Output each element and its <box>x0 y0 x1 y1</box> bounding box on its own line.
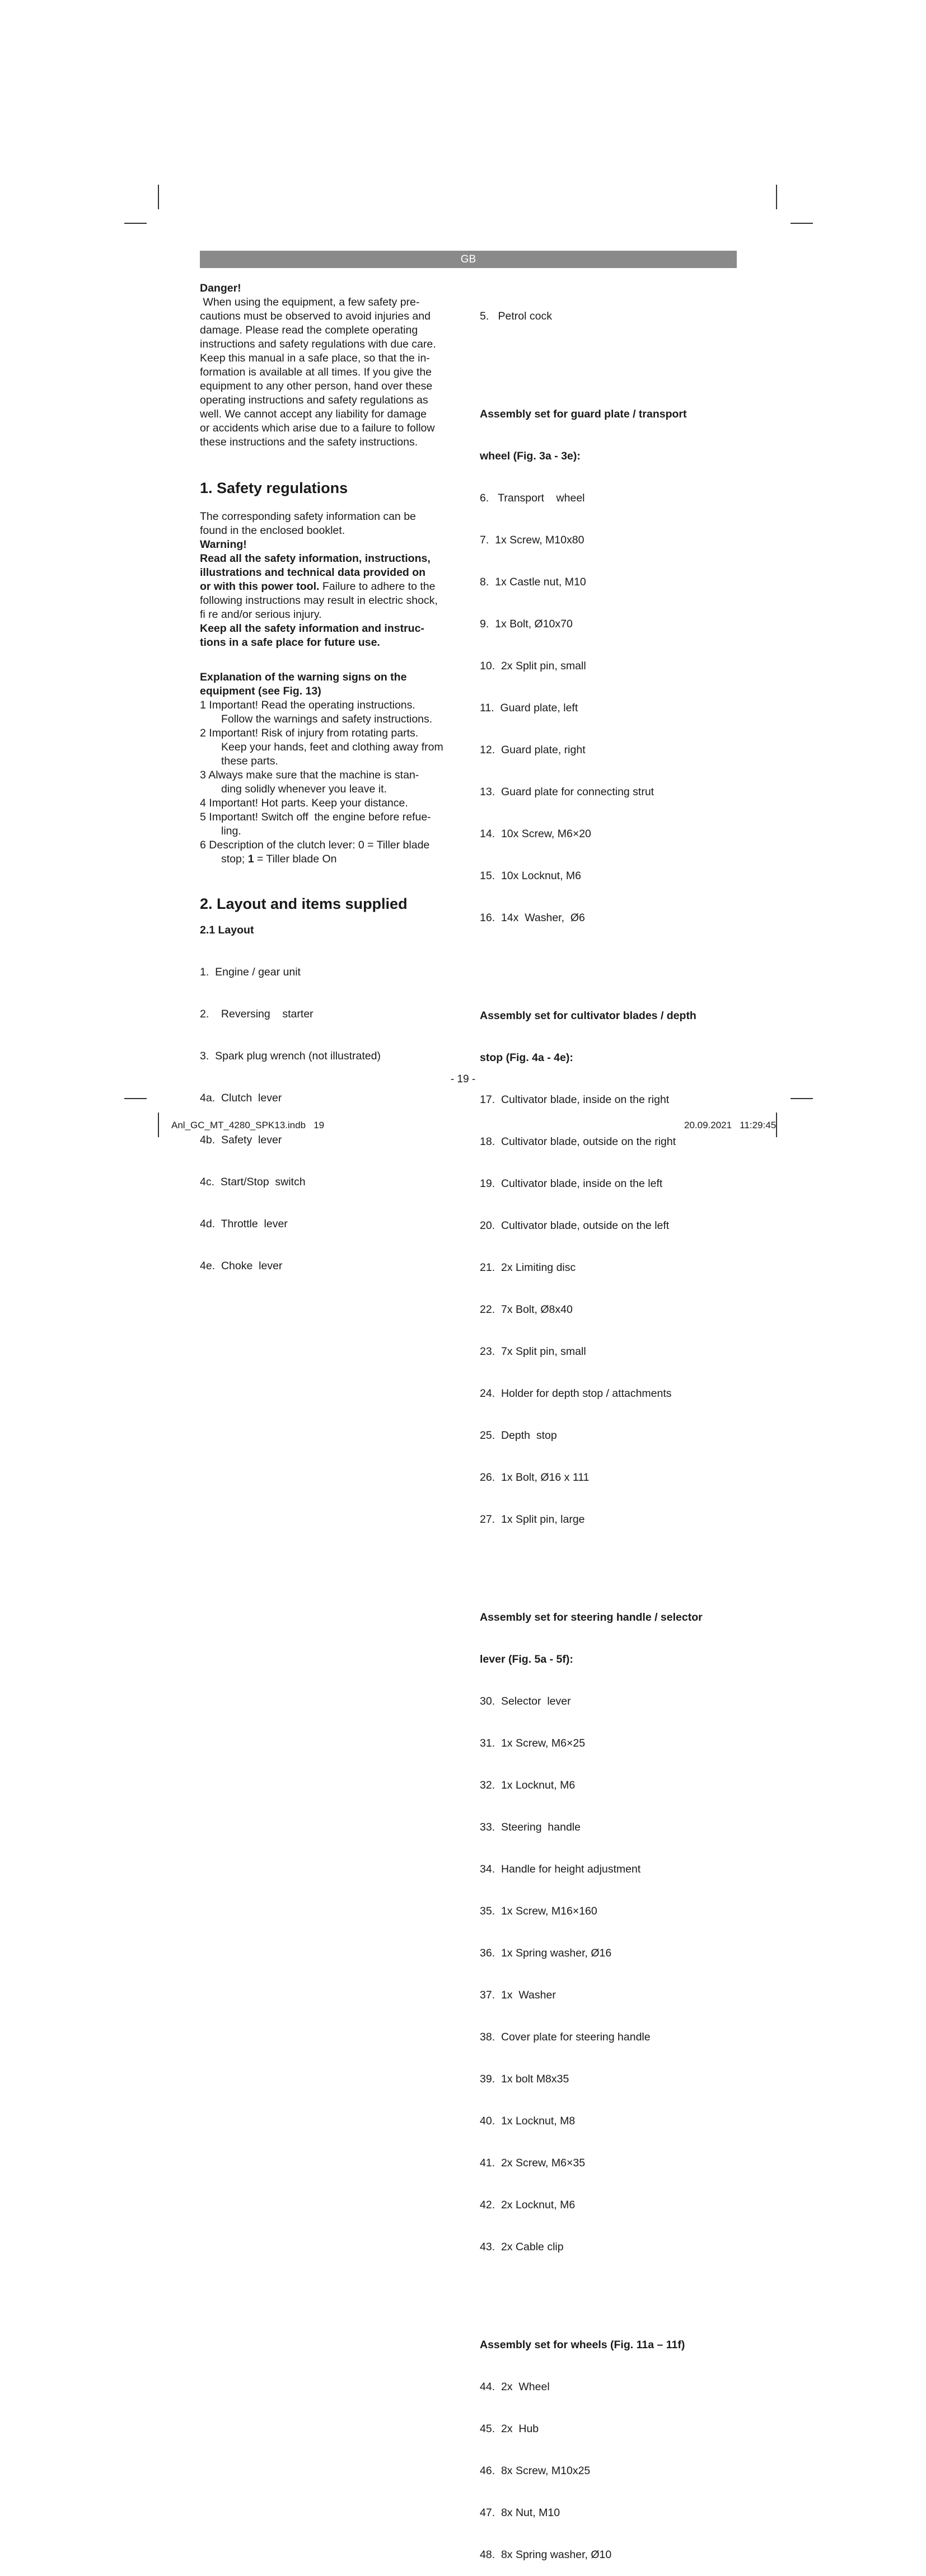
list-item: 11. Guard plate, left <box>480 702 578 714</box>
text-line: damage. Please read the complete operating <box>200 324 418 336</box>
warning-title: Warning! <box>200 538 247 551</box>
signs-title: equipment (see Fig. 13) <box>200 685 321 697</box>
signs-title: Explanation of the warning signs on the <box>200 671 407 683</box>
list-item: 18. Cultivator blade, outside on the right <box>480 1135 676 1148</box>
list-item: 45. 2x Hub <box>480 2423 539 2435</box>
list-item: 19. Cultivator blade, inside on the left <box>480 1177 663 1190</box>
list-item: 2. Reversing starter <box>200 1008 314 1020</box>
right-column <box>480 281 743 2576</box>
item-text: Important! Read the operating instructions. <box>209 699 415 711</box>
text-line: The corresponding safety information can be <box>200 510 416 523</box>
list-item <box>200 698 463 726</box>
language-header-bar <box>200 251 737 268</box>
text-line: found in the enclosed booklet. <box>200 524 345 537</box>
list-item: 15. 10x Locknut, M6 <box>480 870 582 882</box>
crop-mark <box>791 1098 813 1099</box>
item-number: 4 <box>200 797 206 809</box>
crop-mark <box>776 1113 777 1137</box>
list-item: 47. 8x Nut, M10 <box>480 2507 560 2519</box>
list-item: 22. 7x Bolt, Ø8x40 <box>480 1303 573 1316</box>
list-item: 4d. Throttle lever <box>200 1218 288 1230</box>
text-line: When using the equipment, a few safety pre- <box>200 296 420 308</box>
list-item: 10. 2x Split pin, small <box>480 660 586 672</box>
list-item: 13. Guard plate for connecting strut <box>480 786 654 798</box>
list-item: 4b. Safety lever <box>200 1134 282 1146</box>
list-item: 23. 7x Split pin, small <box>480 1345 586 1358</box>
list-item: 27. 1x Split pin, large <box>480 1513 585 1526</box>
list-item: 48. 8x Spring washer, Ø10 <box>480 2549 612 2561</box>
list-item: 14. 10x Screw, M6×20 <box>480 828 591 840</box>
text-line: these instructions and the safety instructions. <box>200 436 418 448</box>
language-label: GB <box>460 254 476 265</box>
list-item: 41. 2x Screw, M6×35 <box>480 2157 586 2169</box>
bold-phrase: or with this power tool. <box>200 580 320 593</box>
list-item: 25. Depth stop <box>480 1429 557 1442</box>
plain-phrase: Failure to adhere to the <box>319 580 436 593</box>
text-line: instructions and safety regulations with due care. <box>200 338 436 350</box>
list-item: 33. Steering handle <box>480 1821 581 1833</box>
item-number: 6 <box>200 839 206 851</box>
group-title: Assembly set for cultivator blades / depth <box>480 1010 696 1022</box>
list-item: 26. 1x Bolt, Ø16 x 111 <box>480 1471 590 1484</box>
list-item: 7. 1x Screw, M10x80 <box>480 534 584 546</box>
section-heading-layout: 2. Layout and items supplied <box>200 895 408 912</box>
text-line: equipment to any other person, hand over these <box>200 380 433 392</box>
item-text: Follow the warnings and safety instructions. <box>221 713 433 725</box>
text-line: Keep this manual in a safe place, so that the in- <box>200 352 430 364</box>
text-line: following instructions may result in electric shock, <box>200 594 438 607</box>
subsection-heading-layout: 2.1 Layout <box>200 924 254 936</box>
list-item: 21. 2x Limiting disc <box>480 1261 576 1274</box>
list-item: 24. Holder for depth stop / attachments <box>480 1387 672 1400</box>
footer-timestamp: 20.09.2021 11:29:45 <box>684 1120 777 1130</box>
item-text: ding solidly whenever you leave it. <box>221 783 387 795</box>
item-text: Description of the clutch lever: 0 = Tiller blade <box>209 839 430 851</box>
item-number: 2 <box>200 727 206 739</box>
list-item: 39. 1x bolt M8x35 <box>480 2073 569 2085</box>
item-text: Important! Hot parts. Keep your distance. <box>209 797 408 809</box>
list-item: 4c. Start/Stop switch <box>200 1176 306 1188</box>
item-text: ling. <box>221 825 241 837</box>
text-line: cautions must be observed to avoid injuries and <box>200 310 431 322</box>
group-title: Assembly set for wheels (Fig. 11a – 11f) <box>480 2339 685 2351</box>
group-title: stop (Fig. 4a - 4e): <box>480 1052 573 1064</box>
list-item: 4a. Clutch lever <box>200 1092 282 1104</box>
text-fragment: stop; <box>221 853 248 865</box>
item-text: Always make sure that the machine is stan- <box>208 769 419 781</box>
text-line: well. We cannot accept any liability for damage <box>200 408 427 420</box>
list-item: 40. 1x Locknut, M8 <box>480 2115 576 2127</box>
item-number: 3 <box>200 769 206 781</box>
bold-fragment: 1 <box>247 853 254 865</box>
list-item: 30. Selector lever <box>480 1695 571 1707</box>
list-item: 34. Handle for height adjustment <box>480 1863 641 1875</box>
group-title: Assembly set for guard plate / transport <box>480 408 687 420</box>
crop-mark <box>776 185 777 209</box>
crop-mark <box>791 223 813 224</box>
layout-list <box>200 937 463 1301</box>
text-line: Read all the safety information, instructions, <box>200 552 431 565</box>
list-item: 37. 1x Washer <box>480 1989 556 2001</box>
footer-file-name: Anl_GC_MT_4280_SPK13.indb 19 <box>171 1120 325 1130</box>
list-item: 36. 1x Spring washer, Ø16 <box>480 1947 612 1959</box>
danger-title: Danger! <box>200 282 241 294</box>
list-item: 1. Engine / gear unit <box>200 966 301 978</box>
list-item: 17. Cultivator blade, inside on the right <box>480 1094 670 1106</box>
text-line: Keep all the safety information and instruc- <box>200 622 424 635</box>
list-item <box>200 796 463 810</box>
crop-mark <box>158 1113 159 1137</box>
list-item: 5. Petrol cock <box>480 310 552 322</box>
text-fragment: = Tiller blade On <box>254 853 337 865</box>
list-item: 9. 1x Bolt, Ø10x70 <box>480 618 573 630</box>
list-item: 20. Cultivator blade, outside on the left <box>480 1219 670 1232</box>
left-column <box>200 281 463 1301</box>
text-line: fi re and/or serious injury. <box>200 608 322 621</box>
item-number: 5 <box>200 811 206 823</box>
text-line <box>200 580 463 594</box>
crop-mark <box>124 1098 147 1099</box>
list-item <box>200 768 463 796</box>
page-number: - 19 - <box>450 1073 476 1085</box>
text-line: tions in a safe place for future use. <box>200 636 380 649</box>
item-text <box>200 852 463 866</box>
list-item: 31. 1x Screw, M6×25 <box>480 1737 586 1749</box>
danger-text <box>200 295 463 449</box>
list-item: 42. 2x Locknut, M6 <box>480 2199 576 2211</box>
crop-mark <box>124 223 147 224</box>
group-title: Assembly set for steering handle / selector <box>480 1611 703 1624</box>
list-item: 16. 14x Washer, Ø6 <box>480 912 585 924</box>
item-text: these parts. <box>221 755 278 767</box>
list-item: 35. 1x Screw, M16×160 <box>480 1905 597 1917</box>
text-line: illustrations and technical data provided on <box>200 566 426 579</box>
crop-mark <box>158 185 159 209</box>
list-item: 44. 2x Wheel <box>480 2381 550 2393</box>
list-item: 12. Guard plate, right <box>480 744 586 756</box>
text-line: operating instructions and safety regulations as <box>200 394 428 406</box>
item-text: Important! Risk of injury from rotating parts. <box>209 727 419 739</box>
text-line: or accidents which arise due to a failure to follow <box>200 422 435 434</box>
list-item: 32. 1x Locknut, M6 <box>480 1779 576 1791</box>
text-line: formation is available at all times. If you give the <box>200 366 432 378</box>
list-item <box>200 810 463 838</box>
item-text: Keep your hands, feet and clothing away from <box>221 741 443 753</box>
list-item <box>200 838 463 866</box>
list-item: 46. 8x Screw, M10x25 <box>480 2465 591 2477</box>
list-item: 43. 2x Cable clip <box>480 2241 564 2253</box>
group-title: wheel (Fig. 3a - 3e): <box>480 450 581 462</box>
list-item <box>200 726 463 768</box>
list-item: 6. Transport wheel <box>480 492 585 504</box>
list-item: 3. Spark plug wrench (not illustrated) <box>200 1050 381 1062</box>
list-item: 8. 1x Castle nut, M10 <box>480 576 586 588</box>
list-item: 4e. Choke lever <box>200 1260 283 1272</box>
item-text: Important! Switch off the engine before refue- <box>209 811 431 823</box>
group-title: lever (Fig. 5a - 5f): <box>480 1653 573 1665</box>
section-heading-safety: 1. Safety regulations <box>200 480 348 496</box>
warning-signs-list <box>200 698 463 866</box>
list-item: 38. Cover plate for steering handle <box>480 2031 651 2043</box>
item-number: 1 <box>200 699 206 711</box>
